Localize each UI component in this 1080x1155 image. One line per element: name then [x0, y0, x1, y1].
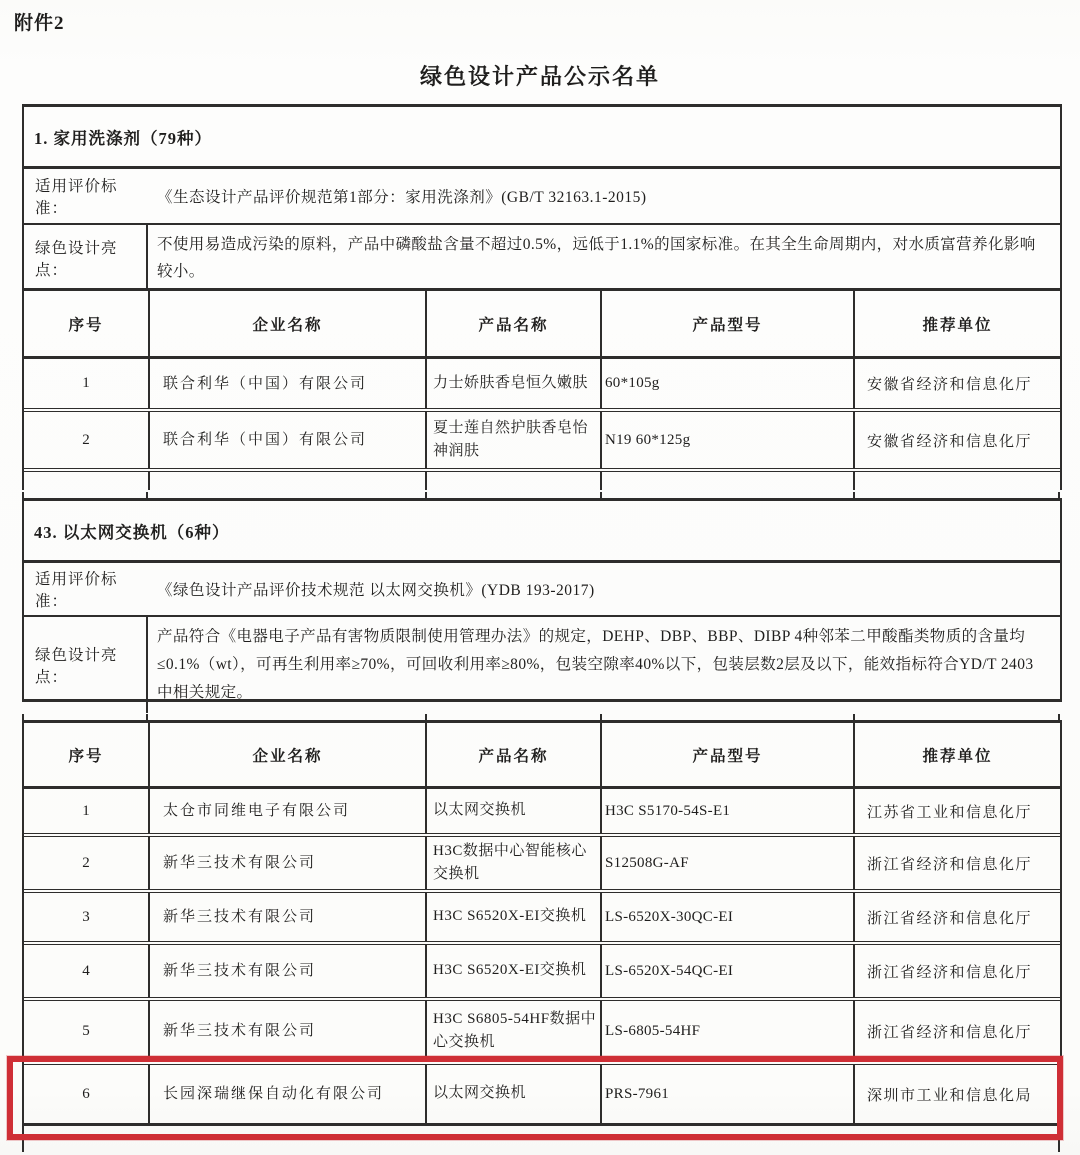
col-header-model: 产品型号: [600, 723, 853, 786]
cell-recommender: 安徽省经济和信息化厅: [853, 412, 1060, 468]
cell-no: 1: [82, 802, 90, 819]
col-header-model: 产品型号: [600, 291, 853, 356]
col-header-recommender: 推荐单位: [853, 723, 1060, 786]
cell-company: 联合利华（中国）有限公司: [148, 359, 425, 408]
cell-no: 2: [82, 431, 90, 448]
table-row: [24, 893, 1060, 945]
section1-highlight-row: [24, 225, 1060, 291]
cell-product: 力士娇肤香皂恒久嫩肤: [425, 359, 600, 408]
col-header-no: 序号: [68, 747, 104, 765]
highlight-label: 绿色设计亮点：: [24, 225, 148, 291]
cell-recommender: 江苏省工业和信息化厅: [853, 789, 1060, 833]
cell-company: 新华三技术有限公司: [148, 837, 425, 890]
truncated-row: [24, 472, 1060, 490]
cell-no: 2: [82, 854, 90, 871]
table-row: [24, 359, 1060, 412]
cell-no: 4: [82, 962, 90, 979]
standard-value: 《生态设计产品评价规范第1部分：家用洗涤剂》(GB/T 32163.1-2015): [157, 189, 647, 206]
col-header-product: 产品名称: [425, 723, 600, 786]
cell-company: 长园深瑞继保自动化有限公司: [148, 1065, 425, 1123]
cell-company: 太仓市同维电子有限公司: [148, 789, 425, 833]
highlight-label: 绿色设计亮点：: [24, 617, 148, 713]
cell-recommender: 浙江省经济和信息化厅: [853, 1001, 1060, 1061]
col-header-recommender: 推荐单位: [853, 291, 1060, 356]
section2-info-table: [22, 498, 1062, 702]
cell-model: LS-6805-54HF: [600, 1001, 853, 1061]
table-row: [24, 837, 1060, 893]
cell-product: 夏士莲自然护肤香皂怡神润肤: [425, 412, 600, 468]
section1-table: [22, 104, 1062, 490]
cell-no: 1: [82, 375, 90, 391]
cell-recommender: 浙江省经济和信息化厅: [853, 945, 1060, 997]
cell-model: N19 60*125g: [600, 412, 853, 468]
cell-company: 新华三技术有限公司: [148, 1001, 425, 1061]
cell-product: H3C S6805-54HF数据中心交换机: [425, 1001, 600, 1061]
cell-product: H3C S6520X-EI交换机: [425, 945, 600, 997]
cell-product: H3C S6520X-EI交换机: [425, 893, 600, 941]
highlight-value: 不使用易造成污染的原料，产品中磷酸盐含量不超过0.5%，远低于1.1%的国家标准。在其全生命周期内，对水质富营养化影响较小。: [157, 236, 1036, 281]
cell-recommender: 安徽省经济和信息化厅: [853, 359, 1060, 408]
cell-model: 60*105g: [600, 359, 853, 408]
highlight-value: 产品符合《电器电子产品有害物质限制使用管理办法》的规定，DEHP、DBP、BBP、DIBP 4种邻苯二甲酸酯类物质的含量均≤0.1%（wt），可再生利用率≥70%，可回收利用率≥80%，包装空隙率40%以下，包装层数2层及以下，能效指标符合YD/T 2403 中相关规定。: [157, 628, 1034, 701]
section2-standard-row: [24, 563, 1060, 617]
cell-recommender: 浙江省经济和信息化厅: [853, 837, 1060, 890]
cell-model: PRS-7961: [600, 1065, 853, 1123]
page-title: 绿色设计产品公示名单: [419, 64, 660, 89]
cell-company: 新华三技术有限公司: [148, 945, 425, 997]
col-header-product: 产品名称: [425, 291, 600, 356]
cell-product: 以太网交换机: [425, 1065, 600, 1123]
cell-model: S12508G-AF: [600, 837, 853, 890]
cell-recommender: 浙江省经济和信息化厅: [853, 893, 1060, 941]
cell-company: 联合利华（中国）有限公司: [148, 412, 425, 468]
col-header-no: 序号: [68, 316, 104, 334]
standard-value: 《绿色设计产品评价技术规范 以太网交换机》(YDB 193-2017): [157, 582, 595, 599]
cell-no: 6: [82, 1085, 90, 1102]
cell-model: H3C S5170-54S-E1: [600, 789, 853, 833]
standard-label: 适用评价标准：: [35, 178, 118, 217]
cell-product: 以太网交换机: [425, 789, 600, 833]
standard-label: 适用评价标准：: [35, 571, 118, 610]
section1-heading: 1. 家用洗涤剂（79种）: [24, 107, 1060, 169]
cell-company: 新华三技术有限公司: [148, 893, 425, 941]
table-row: [24, 945, 1060, 1001]
col-header-company: 企业名称: [148, 723, 425, 786]
cell-product: H3C数据中心智能核心交换机: [425, 837, 600, 890]
section2-highlight-row: [24, 617, 1060, 699]
highlight-box: [7, 1056, 1063, 1140]
table-row: [24, 412, 1060, 472]
col-header-company: 企业名称: [148, 291, 425, 356]
cell-no: 3: [82, 908, 90, 925]
cell-model: LS-6520X-30QC-EI: [600, 893, 853, 941]
attachment-label: 附件2: [14, 13, 65, 34]
section2-heading: 43. 以太网交换机（6种）: [24, 501, 1060, 563]
section1-column-headers: [24, 291, 1060, 359]
section1-standard-row: [24, 169, 1060, 225]
section2-column-headers: [24, 723, 1060, 789]
cell-no: 5: [82, 1022, 90, 1039]
table-row: [24, 789, 1060, 837]
cell-recommender: 深圳市工业和信息化局: [853, 1065, 1060, 1123]
cell-model: LS-6520X-54QC-EI: [600, 945, 853, 997]
